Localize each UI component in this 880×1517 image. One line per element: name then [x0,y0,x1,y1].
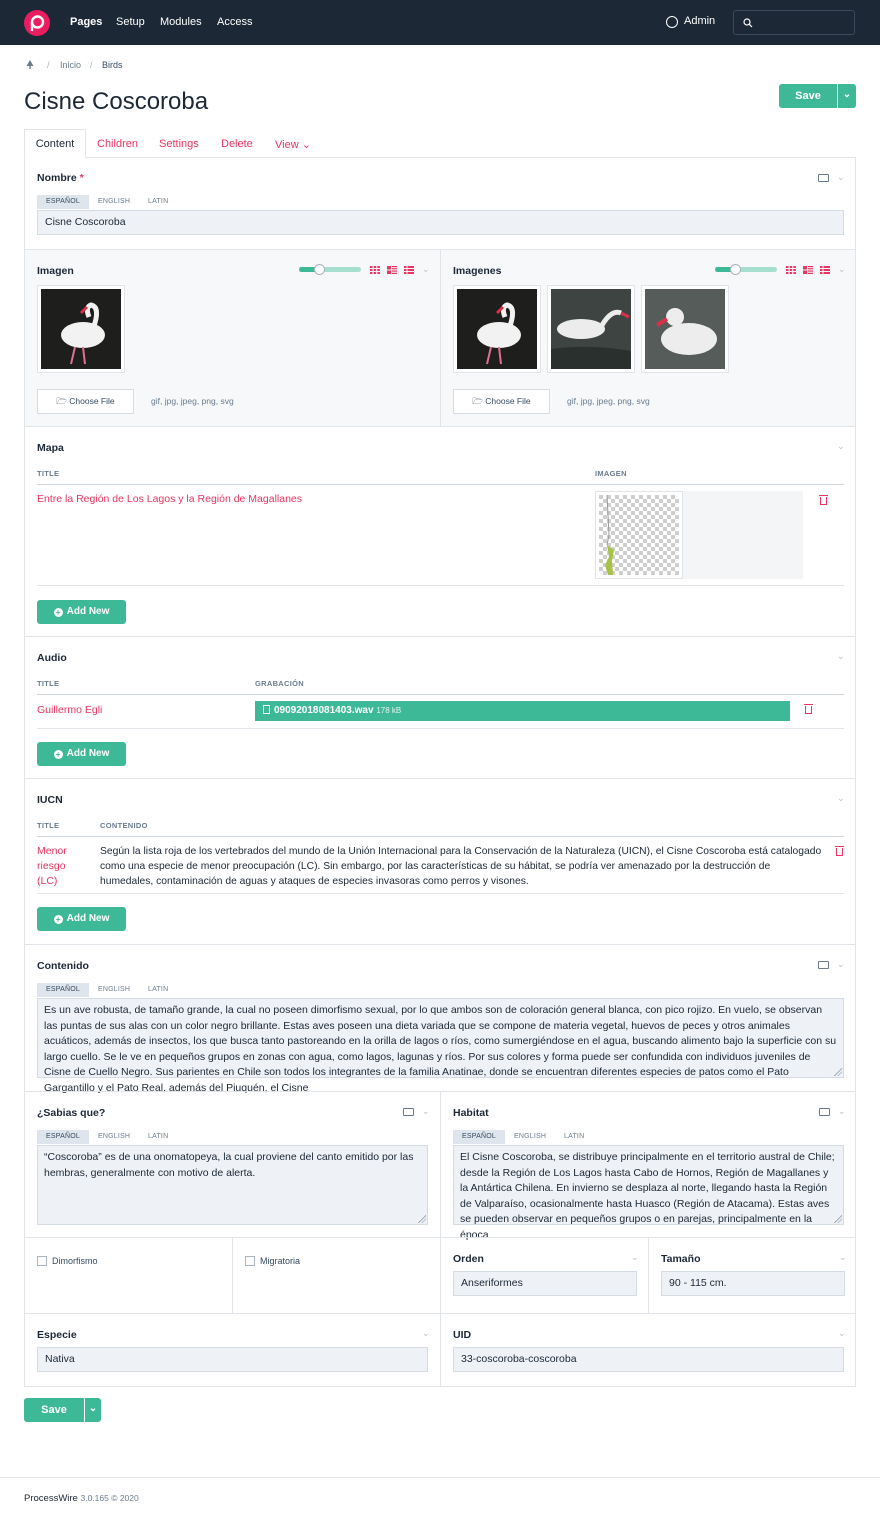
chevron-down-icon[interactable]: ⌄ [838,264,846,274]
orden-label: Orden [453,1253,484,1265]
sabias-label: ¿Sabias que? [37,1107,106,1119]
chevron-down-icon[interactable]: ⌄ [422,264,430,274]
chevron-down-icon[interactable]: ⌄ [422,1106,430,1116]
iucn-label: IUCN [37,794,63,806]
field-dimorfismo [25,1237,232,1313]
field-sabias [25,1091,440,1237]
field-habitat [440,1091,855,1241]
list-view-icon[interactable] [820,266,830,274]
habitat-label: Habitat [453,1107,489,1119]
grid-view-icon[interactable] [786,266,796,274]
iucn-row-content: Según la lista roja de los vertebrados del mundo de la Unión Internacional para la Conservación de la Naturaleza (UICN), el Cisne Coscoroba está catalogado como una especie de menor preocupación (LC). Sin embargo, por las características de su hábitat, se podría ver amenazado por la destrucción de humedales, contaminación de aguas y ataques de especies invasoras como perros y visones. [100,846,822,887]
field-mapa [25,426,855,636]
chevron-down-icon[interactable]: ⌄ [837,793,845,803]
chevron-down-icon[interactable]: ⌄ [837,172,845,182]
chevron-down-icon[interactable]: ⌄ [837,959,845,969]
breadcrumb-separator: / [47,60,50,70]
thumb-size-slider[interactable] [715,267,777,272]
save-button[interactable]: Save [779,84,837,108]
col-contenido: CONTENIDO [100,821,148,830]
tree-icon[interactable] [26,60,34,71]
chevron-down-icon[interactable]: ⌄ [837,441,845,451]
tamano-input[interactable]: 90 - 115 cm. [661,1271,845,1296]
swan-photo [645,289,725,369]
field-uid [440,1313,855,1386]
user-name: Admin [684,15,716,27]
lang-tab-espanol[interactable]: ESPAÑOL [37,1130,89,1144]
folder-icon[interactable] [403,1108,414,1116]
migratoria-label: Migratoria [260,1256,301,1266]
mapa-row-title[interactable]: Entre la Región de Los Lagos y la Región de Magallanes [37,493,303,505]
page-title: Cisne Coscoroba [24,88,209,115]
language-tabs [37,1130,237,1144]
footer [24,1493,139,1504]
nav-access[interactable]: Access [217,16,253,28]
lang-tab-latin[interactable]: LATIN [564,1133,585,1140]
top-navbar [0,0,880,45]
save-options-dropdown[interactable]: ⌄ [838,84,856,108]
lang-tab-latin[interactable]: LATIN [148,198,169,205]
footer-brand[interactable]: ProcessWire [24,1493,78,1504]
footer-divider [0,1477,880,1478]
search-icon [743,18,753,28]
save-button-bottom[interactable]: Save [24,1398,84,1422]
list-view-icon[interactable] [404,266,414,274]
list-detail-icon[interactable] [387,266,397,274]
language-tabs [453,1130,653,1144]
field-imagenes [440,249,855,426]
trash-icon[interactable] [805,706,812,714]
nav-modules[interactable]: Modules [160,16,202,28]
field-audio [25,636,855,778]
map-image [599,495,679,575]
nav-setup[interactable]: Setup [116,16,145,28]
sabias-textarea[interactable]: “Coscoroba” es de una onomatopeya, la cual proviene del canto emitido por las hembras, generalmente con motivo de alerta. [37,1145,428,1225]
lang-tab-espanol[interactable]: ESPAÑOL [37,983,89,997]
field-imagen [25,249,440,426]
orden-input[interactable]: Anseriformes [453,1271,637,1296]
lang-tab-english[interactable]: ENGLISH [514,1133,547,1140]
contenido-textarea[interactable]: Es un ave robusta, de tamaño grande, la cual no poseen dimorfismo sexual, por lo que ambos son de coloración general blanca, con pico rojizo. En vuelo, se observan las puntas de sus alas con un color negro brillante. Estas aves poseen una dieta variada que se compone de materia vegetal, huevos de peces y otros animales acuáticos, además de insectos, los que busca tanto pastoreando en la orilla de lagos o ríos, como sumergiéndose en el agua, buscando alimento bajo la superficie con su largo cuello. Se le ve en pequeños grupos en zonas con agua, como lagos, lagunas y ríos. Por sus colores y forma puede ser confundida con individuos juveniles de Cisne de Cuello Negro. Sus parientes en Chile son todos los integrantes de la familia Anatinae, donde se encuentran diferentes especies de patos como el Pato Gargantillo y el Pato Real, además del Piuquén, el Cisne [37,998,844,1078]
allowed-types: gif, jpg, jpeg, png, svg [567,396,650,406]
audio-add-new-button[interactable]: + Add New [37,742,126,766]
tamano-label: Tamaño [661,1253,701,1265]
list-detail-icon[interactable] [803,266,813,274]
field-contenido [25,944,855,1094]
lang-tab-espanol[interactable]: ESPAÑOL [37,195,89,209]
field-orden [440,1237,648,1313]
lang-tab-english[interactable]: ENGLISH [98,986,131,993]
habitat-textarea[interactable]: El Cisne Coscoroba, se distribuye principalmente en el territorio austral de Chile; desde la Región de Los Lagos hasta Cabo de Hornos, Región de Magallanes y la Antártica Chilena. En invierno se desplaza al norte, llegando hasta la Región de Valparaíso, ocasionalmente hasta Huasco (Región de Atacama). Estas aves se pueden observar en pequeños grupos o en parejas, principalmente en la época [453,1145,844,1225]
uid-input[interactable]: 33-coscoroba-coscoroba [453,1347,844,1372]
nav-pages[interactable]: Pages [70,16,103,28]
field-tamano [648,1237,855,1313]
choose-file-button[interactable]: 🗁 Choose File [37,389,134,414]
imagen-label: Imagen [37,265,74,277]
folder-icon[interactable] [818,174,829,182]
imagenes-label: Imagenes [453,265,502,277]
tab-delete[interactable]: Delete [221,138,253,150]
breadcrumb-inicio[interactable]: Inicio [60,60,82,70]
mapa-label: Mapa [37,442,64,454]
thumb-size-slider[interactable] [299,267,361,272]
field-migratoria [232,1237,440,1313]
col-title: TITLE [37,469,60,478]
nombre-label: Nombre * [37,172,84,184]
page-edit-form [24,157,856,1387]
especie-label: Especie [37,1329,77,1341]
lang-tab-latin[interactable]: LATIN [148,986,169,993]
folder-icon[interactable] [819,1108,830,1116]
chevron-down-icon[interactable]: ⌄ [837,651,845,661]
search-input[interactable] [733,10,855,35]
chevron-down-icon[interactable]: ⌄ [839,1252,847,1262]
chevron-down-icon[interactable]: ⌄ [838,1106,846,1116]
lang-tab-english[interactable]: ENGLISH [98,1133,131,1140]
col-title: TITLE [37,679,60,688]
image-thumbnail[interactable] [453,285,541,373]
user-icon [666,16,678,28]
col-grabacion: GRABACIÓN [255,679,304,688]
tab-children[interactable]: Children [97,138,138,150]
file-audio-icon [263,705,270,714]
image-thumbnail[interactable] [641,285,729,373]
audio-label: Audio [37,652,67,664]
grid-view-icon[interactable] [370,266,380,274]
folder-icon[interactable] [818,961,829,969]
iucn-row-title[interactable]: Menor riesgo (LC) [37,845,67,887]
lang-tab-english[interactable]: ENGLISH [98,198,131,205]
tab-settings[interactable]: Settings [159,138,199,150]
migratoria-checkbox[interactable] [245,1256,255,1266]
lang-tab-latin[interactable]: LATIN [148,1133,169,1140]
breadcrumb-separator: / [90,60,93,70]
mapa-add-new-button[interactable]: + Add New [37,600,126,624]
trash-icon[interactable] [836,848,843,856]
save-options-dropdown[interactable]: ⌄ [85,1398,101,1422]
nombre-input[interactable]: Cisne Coscoroba [37,210,844,235]
contenido-label: Contenido [37,960,89,972]
language-tabs [37,195,237,209]
field-iucn [25,778,855,944]
iucn-add-new-button[interactable]: + Add New [37,907,126,931]
image-thumbnail[interactable] [547,285,635,373]
trash-icon[interactable] [820,497,827,505]
swan-photo [41,289,121,369]
map-image-cell [595,491,803,579]
swan-photo [551,289,631,369]
audio-file[interactable]: 09092018081403.wav 178 kB [255,701,790,721]
col-imagen: IMAGEN [595,469,627,478]
language-tabs [37,983,237,997]
tab-content[interactable]: Content [24,129,86,158]
processwire-logo[interactable] [24,10,50,36]
image-thumbnail[interactable] [37,285,125,373]
map-thumbnail[interactable] [595,491,683,579]
field-especie [25,1313,440,1386]
chevron-down-icon[interactable]: ⌄ [631,1252,639,1262]
breadcrumb-birds[interactable]: Birds [102,60,123,70]
lang-tab-espanol[interactable]: ESPAÑOL [453,1130,505,1144]
audio-row-title[interactable]: Guillermo Egli [37,704,103,716]
uid-label: UID [453,1329,472,1341]
field-nombre [25,158,855,249]
col-title: TITLE [37,821,60,830]
tab-view[interactable]: View ⌄ [275,139,311,151]
dimorfismo-label: Dimorfismo [52,1256,98,1266]
allowed-types: gif, jpg, jpeg, png, svg [151,396,234,406]
footer-version: 3.0.165 © 2020 [80,1493,139,1503]
swan-photo [457,289,537,369]
dimorfismo-checkbox[interactable] [37,1256,47,1266]
chevron-down-icon[interactable]: ⌄ [422,1328,430,1338]
choose-file-button[interactable]: 🗁 Choose File [453,389,550,414]
chevron-down-icon[interactable]: ⌄ [838,1328,846,1338]
especie-input[interactable]: Nativa [37,1347,428,1372]
